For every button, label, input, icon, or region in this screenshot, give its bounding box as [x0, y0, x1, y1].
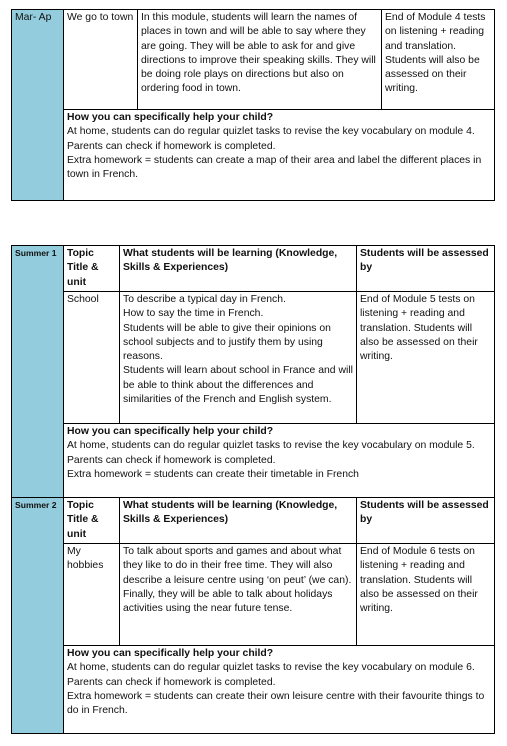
- summer1-assessed: End of Module 5 tests on listening + reading and translation. Students will also be assessed on their writing.: [357, 292, 495, 424]
- summer1-help-title: How you can specifically help your child?: [67, 426, 274, 437]
- summer1-term: Summer 1: [12, 246, 64, 498]
- summer2-help-line1: At home, students can do regular quizlet tasks to revise the key vocabulary on module 6. Parents can check if homework is completed.: [67, 662, 475, 688]
- spring2-topic: We go to town: [64, 10, 138, 110]
- summer1-help-line2: Extra homework = students can create their timetable in French: [67, 468, 359, 480]
- summer1-topic: School: [64, 292, 120, 424]
- spring2-help-title: How you can specifically help your child?: [67, 112, 274, 123]
- summer1-col-topic: Topic Title & unit: [64, 246, 120, 292]
- summer2-help-line2: Extra homework = students can create their own leisure centre with their favourite things to do in French.: [67, 690, 485, 717]
- summer1-col-assessed: Students will be assessed by: [357, 246, 495, 292]
- summer2-col-learning: What students will be learning (Knowledge, Skills & Experiences): [120, 498, 357, 544]
- summer1-learning-line: Students will be able to give their opinions on school subjects and to justify them by using reasons.: [123, 322, 331, 363]
- summer2-term: Summer 2: [12, 498, 64, 734]
- spring2-assessed: End of Module 4 tests on listening + reading and translation. Students will also be assessed on their writing.: [382, 10, 495, 110]
- summer1-learning-line: How to say the time in French.: [123, 308, 264, 320]
- summer1-learning: [120, 292, 357, 424]
- summer2-assessed: End of Module 6 tests on listening + reading and translation. Students will also be assessed on their writing.: [357, 544, 495, 646]
- summer2-col-assessed: Students will be assessed by: [357, 498, 495, 544]
- spring2-table: [11, 9, 495, 201]
- spring2-term: Mar- Ap: [12, 10, 64, 201]
- summer1-col-learning: What students will be learning (Knowledge, Skills & Experiences): [120, 246, 357, 292]
- spring2-help-line2: Extra homework = students can create a map of their area and label the different places in town in French.: [67, 154, 482, 181]
- summer1-help-line1: At home, students can do regular quizlet tasks to revise the key vocabulary on module 5. Parents can check if homework is completed.: [67, 440, 475, 466]
- summer1-learning-line: To describe a typical day in French.: [123, 294, 286, 305]
- summer2-help-title: How you can specifically help your child?: [67, 648, 274, 659]
- spring2-help-line1: At home, students can do regular quizlet tasks to revise the key vocabulary on module 4. Parents can check if homework is completed.: [67, 126, 475, 152]
- spring2-help: [64, 110, 495, 201]
- summer2-learning: To talk about sports and games and about what they like to do in their free time. They will also describe a leisure centre using ‘on peut’ (we can). Finally, they will be able to talk about holidays activities using the near future tense.: [120, 544, 357, 646]
- summer2-topic: My hobbies: [64, 544, 120, 646]
- spring2-learning: In this module, students will learn the names of places in town and will be able to say where they are going. They will be able to ask for and give directions to improve their speaking skills. They will be doing role plays on directions but also on ordering food in town.: [138, 10, 382, 110]
- summer1-learning-line: Students will learn about school in France and will be able to think about the differences and similarities of the French and English system.: [123, 365, 353, 406]
- summer1-help: [64, 424, 495, 498]
- summer2-help: [64, 646, 495, 734]
- summer-table: [11, 245, 495, 734]
- summer2-col-topic: Topic Title & unit: [64, 498, 120, 544]
